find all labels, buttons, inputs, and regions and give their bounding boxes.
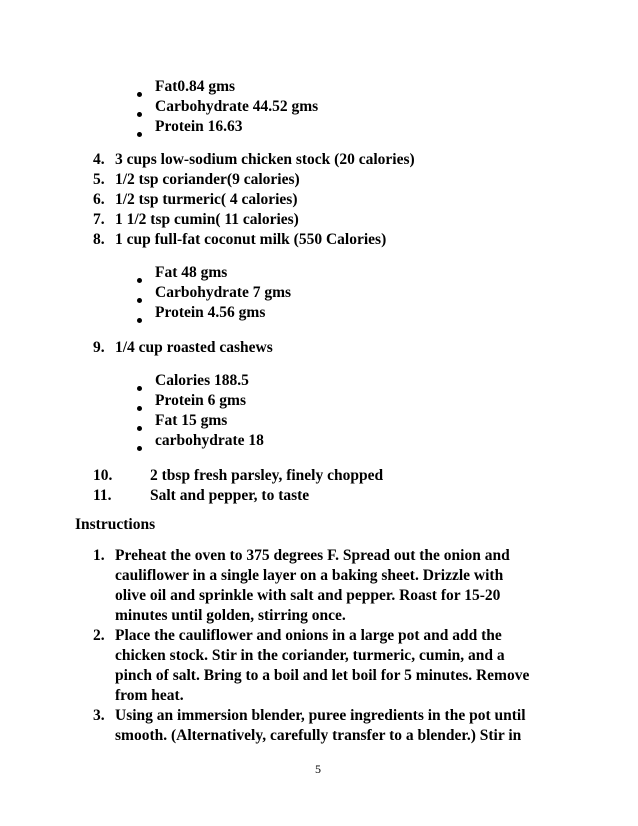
nutrition-item: Fat 15 gms: [155, 412, 228, 429]
step-line: cauliflower in a single layer on a baking sheet. Drizzle with: [115, 567, 504, 584]
bullet-icon: [137, 318, 142, 323]
step-line: minutes until golden, stirring once.: [115, 607, 346, 624]
list-number: 10.: [93, 467, 113, 484]
step-number: 3.: [93, 707, 105, 724]
step-line: pinch of salt. Bring to a boil and let boil for 5 minutes. Remove: [115, 667, 530, 684]
ingredient-item: Salt and pepper, to taste: [150, 487, 310, 504]
ingredient-item: 1/2 tsp coriander(9 calories): [115, 171, 300, 188]
step-line: olive oil and sprinkle with salt and pepper. Roast for 15-20: [115, 587, 501, 604]
nutrition-item: Calories 188.5: [155, 372, 249, 389]
bullet-icon: [137, 298, 142, 303]
step-line: chicken stock. Stir in the coriander, turmeric, cumin, and a: [115, 647, 505, 664]
nutrition-item: Carbohydrate 44.52 gms: [155, 98, 319, 115]
nutrition-item: Protein 4.56 gms: [155, 304, 266, 321]
list-number: 4.: [93, 151, 105, 168]
ingredient-item: 3 cups low-sodium chicken stock (20 calories): [115, 151, 415, 168]
bullet-icon: [137, 278, 142, 283]
list-number: 6.: [93, 191, 105, 208]
step-line: smooth. (Alternatively, carefully transfer to a blender.) Stir in: [115, 727, 522, 744]
bullet-icon: [137, 406, 142, 411]
ingredient-item: 1 1/2 tsp cumin( 11 calories): [115, 211, 299, 228]
nutrition-item: Protein 16.63: [155, 118, 243, 135]
step-line: Using an immersion blender, puree ingredients in the pot until: [115, 707, 526, 724]
list-number: 8.: [93, 231, 105, 248]
nutrition-item: Protein 6 gms: [155, 392, 246, 409]
step-line: from heat.: [115, 687, 184, 704]
nutrition-item: Carbohydrate 7 gms: [155, 284, 292, 301]
step-line: Place the cauliflower and onions in a large pot and add the: [115, 627, 502, 644]
step-line: Preheat the oven to 375 degrees F. Spread out the onion and: [115, 547, 510, 564]
list-number: 5.: [93, 171, 105, 188]
section-heading: Instructions: [75, 516, 156, 533]
list-number: 9.: [93, 339, 105, 356]
nutrition-item: Fat 48 gms: [155, 264, 228, 281]
nutrition-item: carbohydrate 18: [155, 432, 264, 449]
page-number: 5: [315, 762, 321, 776]
ingredient-item: 1 cup full-fat coconut milk (550 Calories): [115, 231, 387, 248]
step-number: 2.: [93, 627, 105, 644]
bullet-icon: [137, 92, 142, 97]
bullet-icon: [137, 386, 142, 391]
ingredient-item: 1/2 tsp turmeric( 4 calories): [115, 191, 298, 208]
ingredient-item: 1/4 cup roasted cashews: [115, 339, 273, 356]
bullet-icon: [137, 112, 142, 117]
bullet-icon: [137, 132, 142, 137]
step-number: 1.: [93, 547, 105, 564]
list-number: 11.: [93, 487, 112, 504]
nutrition-item: Fat0.84 gms: [155, 78, 236, 95]
list-number: 7.: [93, 211, 105, 228]
bullet-icon: [137, 446, 142, 451]
ingredient-item: 2 tbsp fresh parsley, finely chopped: [150, 467, 384, 484]
bullet-icon: [137, 426, 142, 431]
